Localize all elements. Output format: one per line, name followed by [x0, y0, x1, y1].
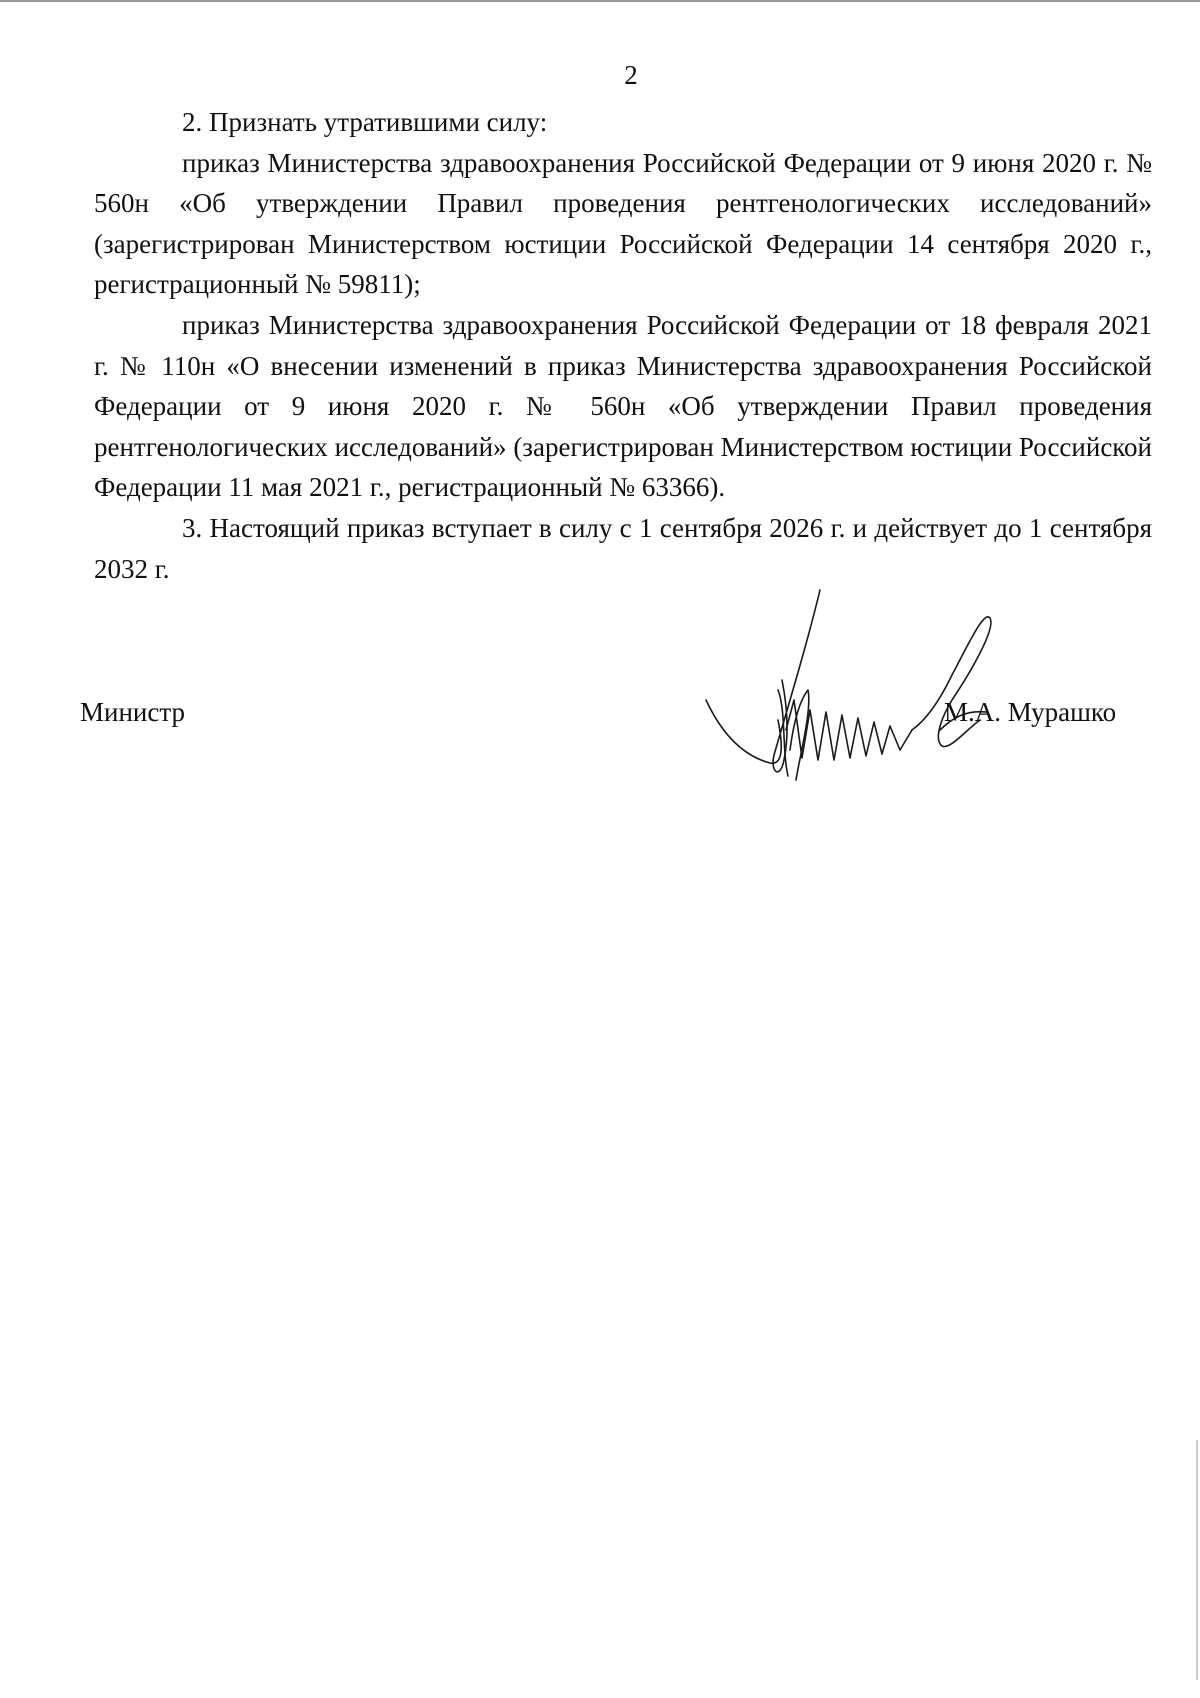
document-body	[94, 102, 1152, 589]
scan-right-edge	[1196, 1440, 1198, 1680]
signatory-title: Министр	[80, 697, 185, 727]
signatory-name: М.А. Мурашко	[944, 697, 1117, 727]
page-number: 2	[624, 60, 638, 90]
paragraph-item-2-heading: 2. Признать утратившими силу:	[182, 107, 548, 137]
scan-top-edge	[0, 0, 1200, 2]
handwritten-signature	[690, 580, 1010, 790]
paragraph-order-560n: приказ Министерства здравоохранения Российской Федерации от 9 июня 2020 г. № 560н «Об утверждении Правил проведения рентгенологических исследований» (зарегистрирован Министерством юстиции Российской Федерации 14 сентября 2020 г., регистрационный № 59811);	[94, 147, 1152, 300]
paragraph-item-3-effective-date: 3. Настоящий приказ вступает в силу с 1 сентября 2026 г. и действует до 1 сентября 2032 г.	[94, 512, 1152, 584]
paragraph-order-110n: приказ Министерства здравоохранения Российской Федерации от 18 февраля 2021 г. № 110н «О внесении изменений в приказ Министерства здравоохранения Российской Федерации от 9 июня 2020 г. № 560н «Об утверждении Правил проведения рентгенологических исследований» (зарегистрирован Министерством юстиции Российской Федерации 11 мая 2021 г., регистрационный № 63366).	[94, 309, 1152, 503]
